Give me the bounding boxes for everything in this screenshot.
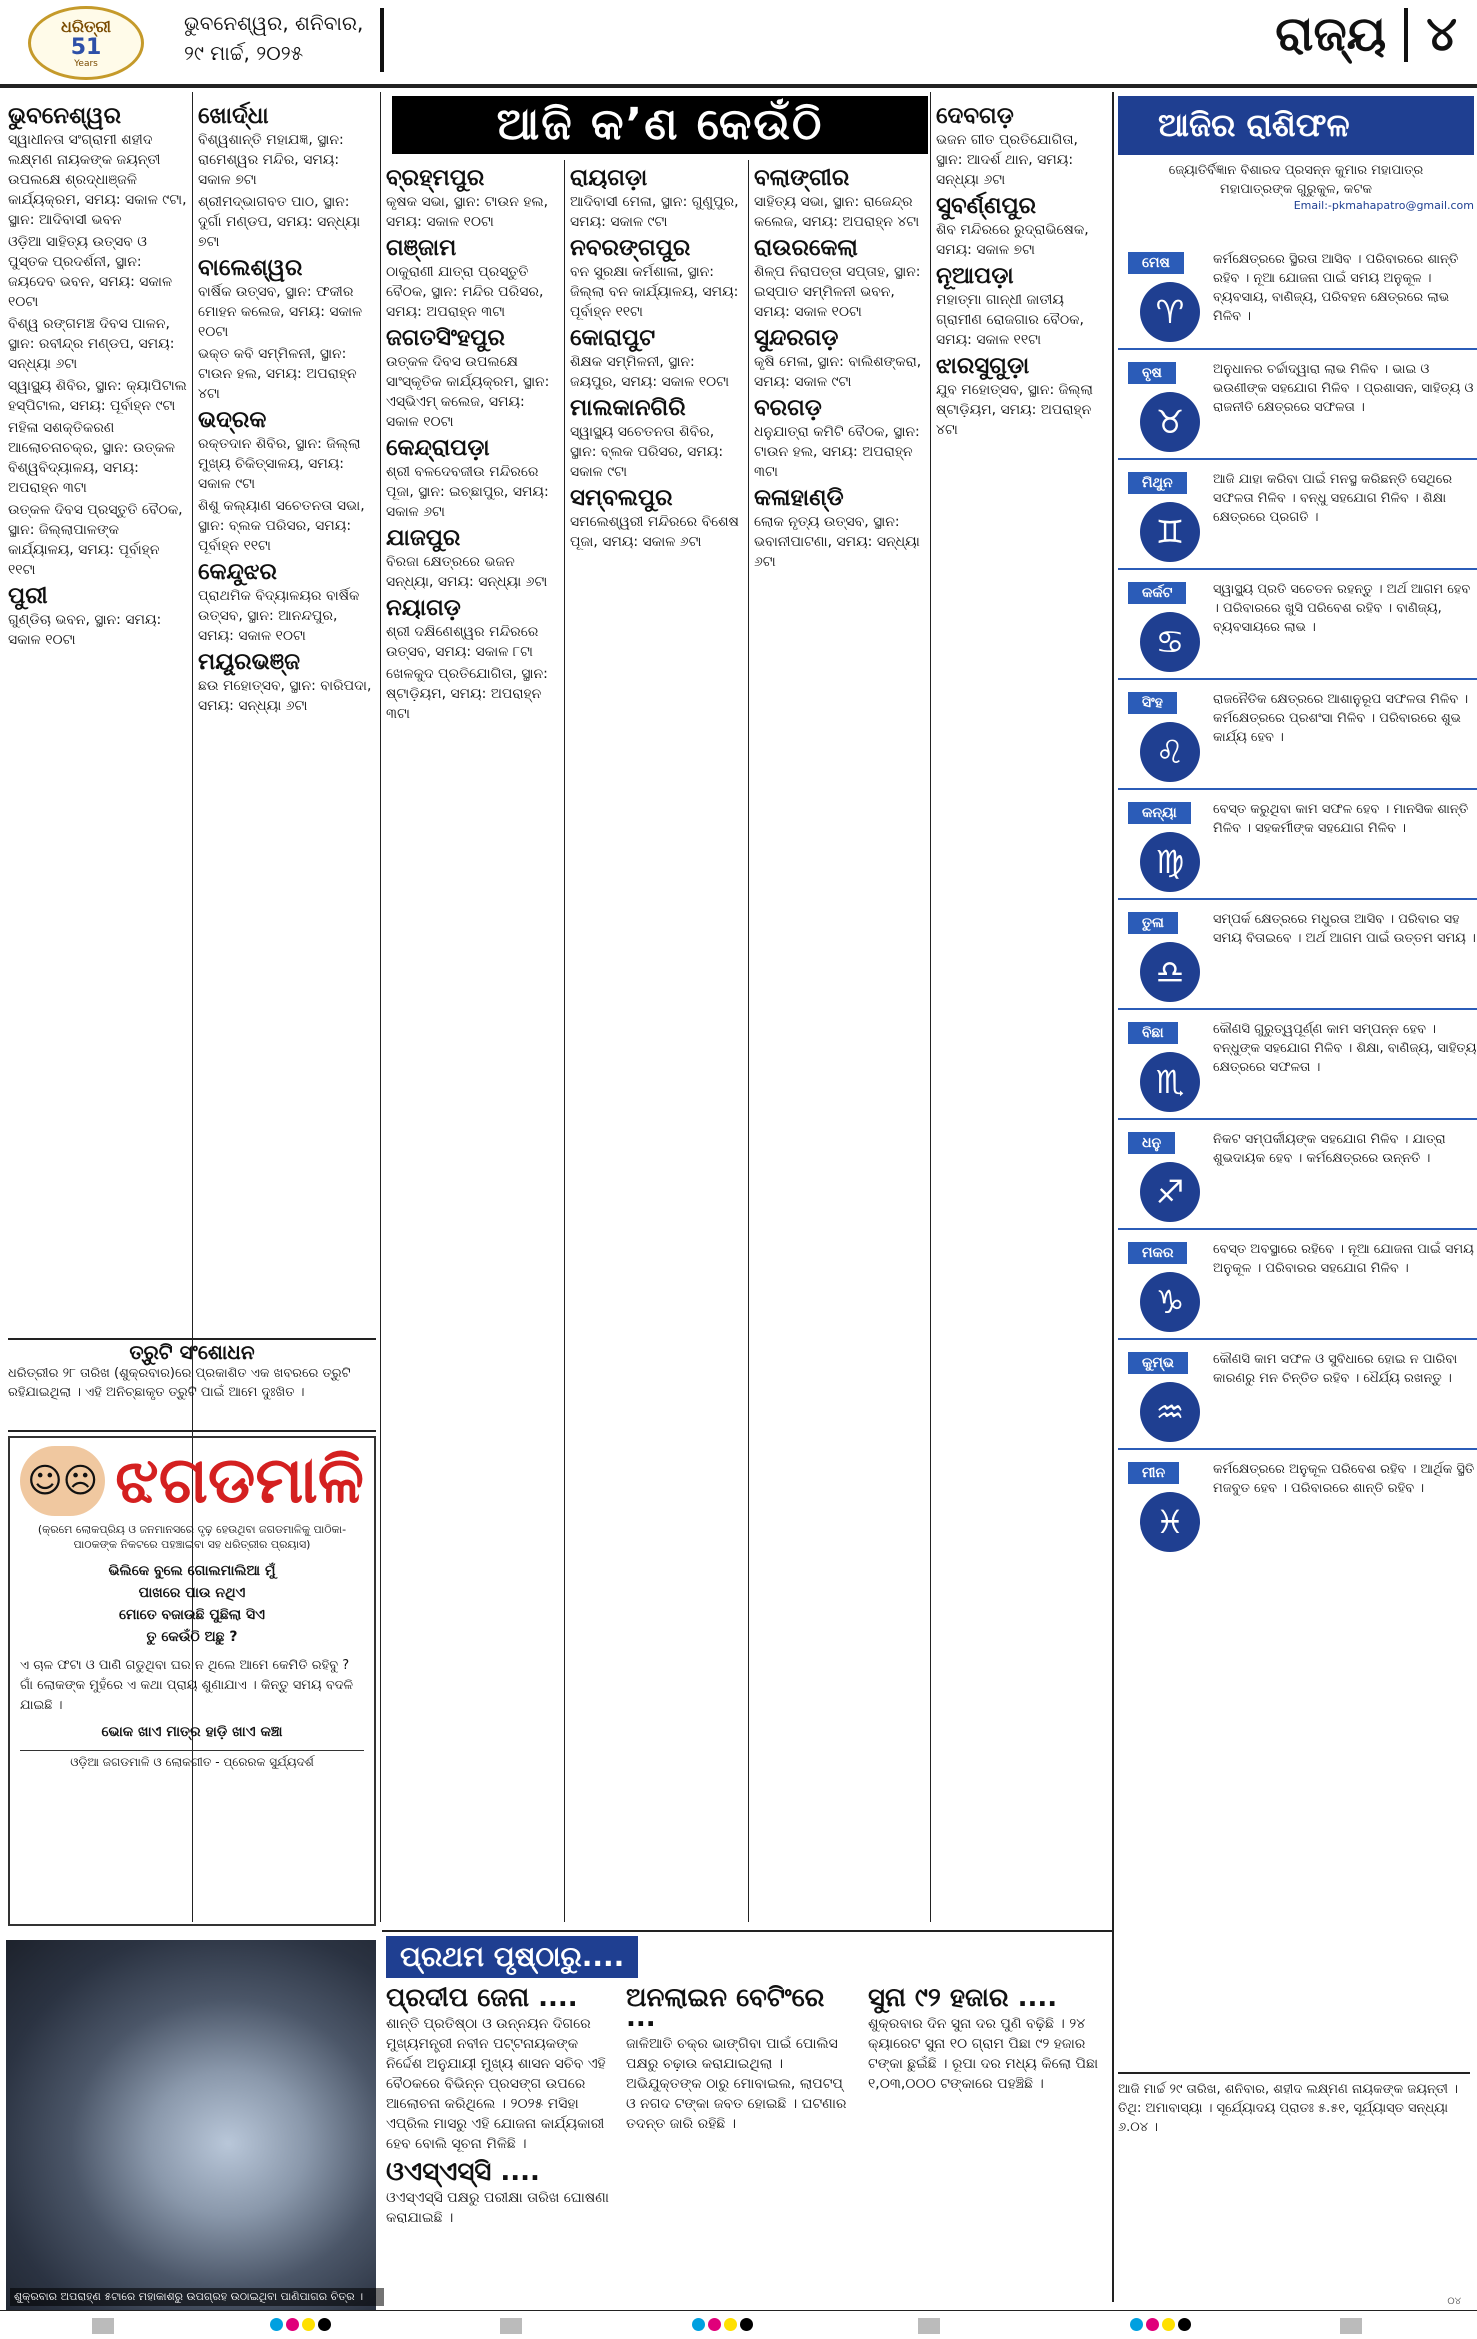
dateline xyxy=(184,8,363,68)
district-block xyxy=(386,525,560,592)
sign-text: ଆଜି ଯାହା କରିବା ପାଇଁ ମନସ୍ଥ କରିଛନ୍ତି ସେଥିରେ ସଫଳତା ମିଳିବ । ବନ୍ଧୁ ସହଯୋଗ ମିଳିବ । ଶିକ୍ଷା କ୍ଷେତ୍ରରେ ପ୍ରଗତି । xyxy=(1213,472,1453,525)
district-name: ସମ୍ବଲପୁର xyxy=(570,485,673,511)
district-name: ବାଲେଶ୍ୱର xyxy=(198,255,303,281)
sign-cancer xyxy=(1118,570,1477,680)
verse-line: ତୁ କେଉଁଠି ଅଛୁ ? xyxy=(146,1629,238,1645)
events-column-4 xyxy=(570,162,744,1922)
sign-label: ମୀନ xyxy=(1128,1462,1179,1484)
district-block xyxy=(936,103,1108,190)
scorpion-icon: ♏ xyxy=(1140,1052,1200,1112)
district-block xyxy=(386,435,560,522)
sign-text: ରାଜନୈତିକ କ୍ଷେତ୍ରରେ ଆଶାନୁରୂପ ସଫଳତା ମିଳିବ । କର୍ମକ୍ଷେତ୍ରରେ ପ୍ରଶଂସା ମିଳିବ । ପରିବାରରେ ଶୁଭ କାର୍ଯ୍ୟ ହେବ । xyxy=(1213,692,1469,745)
district-block xyxy=(198,559,376,646)
district-name: ନୂଆପଡ଼ା xyxy=(936,263,1014,289)
front-continuations xyxy=(386,1936,638,1978)
footer-rule xyxy=(0,2310,1477,2311)
maiden-icon: ♍ xyxy=(1140,832,1200,892)
article-text: ଓଏସ୍‌ଏସ୍‌ସି ପକ୍ଷରୁ ପରୀକ୍ଷା ତାରିଖ ଘୋଷଣା କରାଯାଇଛି । xyxy=(386,2190,609,2226)
water-bearer-icon: ♒ xyxy=(1140,1382,1200,1442)
district-name: ନୟାଗଡ଼ xyxy=(386,595,461,621)
district-block xyxy=(570,395,744,482)
district-block xyxy=(198,103,376,252)
sign-text: ସମ୍ପର୍କ କ୍ଷେତ୍ରରେ ମଧୁରତା ଆସିବ । ପରିବାର ସହ ସମୟ ବିତାଇବେ । ଅର୍ଥ ଆଗମ ପାଇଁ ଉତ୍ତମ ସମୟ । xyxy=(1213,912,1476,946)
cyan-dot xyxy=(1130,2318,1143,2331)
district-name: ଝାରସୁଗୁଡ଼ା xyxy=(936,353,1030,379)
astrologer-byline: ଜ୍ୟୋତିର୍ବିଜ୍ଞାନ ବିଶାରଦ ପ୍ରସନ୍ନ କୁମାର ମହାପାତ୍ର xyxy=(1168,163,1424,178)
district-block xyxy=(754,395,926,482)
district-block xyxy=(570,165,744,232)
banner-title: ଆଜି କ’ଣ କେଉଁଠି xyxy=(392,96,928,154)
event-item: ରକ୍ତଦାନ ଶିବିର, ସ୍ଥାନ: ଜିଲ୍ଲା ମୁଖ୍ୟ ଚିକିତ୍ସାଳୟ, ସମୟ: ସକାଳ ୯ଟା xyxy=(198,436,361,492)
front-column-2 xyxy=(626,1980,856,2310)
events-column-5 xyxy=(754,162,926,1922)
satellite-weather-image xyxy=(6,1940,376,2310)
event-item: ଯୁବ ମହୋତ୍ସବ, ସ୍ଥାନ: ଜିଲ୍ଲା ଷ୍ଟାଡ଼ିୟମ, ସମୟ: ଅପରାହ୍ନ ୪ଟା xyxy=(936,382,1093,438)
logo-years: 51 xyxy=(70,35,102,60)
district-name: ସୁବର୍ଣ୍ଣପୁର xyxy=(936,193,1037,219)
registration-mark xyxy=(92,2318,114,2334)
district-name: କୋରାପୁଟ xyxy=(570,325,656,351)
events-column-3 xyxy=(386,162,560,1922)
astrologer-place: ମହାପାତ୍ରଙ୍କ ଗୁରୁକୁଳ, କଟକ xyxy=(1220,182,1372,197)
registration-mark xyxy=(1340,2318,1362,2334)
district-block xyxy=(386,595,560,724)
article-title: ପ୍ରଦୀପ ଜେନା .... xyxy=(386,1983,578,2013)
goat-icon: ♑ xyxy=(1140,1272,1200,1332)
district-name: ମୟୂରଭଞ୍ଜ xyxy=(198,649,300,675)
horoscope-section xyxy=(1118,96,1474,212)
sign-label: ମିଥୁନ xyxy=(1128,472,1187,494)
jagamali-prose: ଏ ଚାଳ ଫଟା ଓ ପାଣି ଗଡୁଥିବା ଘର ନ ଥିଲେ ଆମେ କେମିତି ରହିବୁ ? ଗାଁ ଲୋକଙ୍କ ମୁହଁରେ ଏ କଥା ପ୍ରାୟ ଶୁଣାଯାଏ । କିନ୍ତୁ ସମୟ ବଦଳି ଯାଇଛି । xyxy=(20,1658,354,1713)
correction-title: ତ୍ରୁଟି ସଂଶୋଧନ xyxy=(129,1340,255,1364)
events-column-6 xyxy=(936,100,1108,1920)
article-title: ଅନଲାଇନ ବେଟିଂରେ ... xyxy=(626,1983,825,2033)
event-item: ଉତ୍କଳ ଦିବସ ଉପଲକ୍ଷେ ସାଂସ୍କୃତିକ କାର୍ଯ୍ୟକ୍ରମ, ସ୍ଥାନ: ଏସ୍‌ଭିଏମ୍ କଲେଜ, ସମୟ: ସକାଳ ୧୦ଟା xyxy=(386,354,550,430)
cyan-dot xyxy=(270,2318,283,2331)
event-item: ବାର୍ଷିକ ଉତ୍ସବ, ସ୍ଥାନ: ଫକୀର ମୋହନ କଲେଜ, ସମୟ: ସକାଳ ୧୦ଟା xyxy=(198,284,363,340)
district-block xyxy=(936,263,1108,350)
event-item: ବିରଜା କ୍ଷେତ୍ରରେ ଭଜନ ସନ୍ଧ୍ୟା, ସମୟ: ସନ୍ଧ୍ୟା ୬ଟା xyxy=(386,554,548,590)
event-item: ଲୋକ ନୃତ୍ୟ ଉତ୍ସବ, ସ୍ଥାନ: ଭବାନୀପାଟଣା, ସମୟ: ସନ୍ଧ୍ୟା ୬ଟା xyxy=(754,514,920,570)
jagamali-box xyxy=(8,1436,376,1926)
sign-label: କୁମ୍ଭ xyxy=(1128,1352,1188,1374)
district-name: ଯାଜପୁର xyxy=(386,525,461,551)
district-block xyxy=(8,583,188,650)
magenta-dot xyxy=(286,2318,299,2331)
sign-label: ମକର xyxy=(1128,1242,1187,1264)
masthead-divider xyxy=(380,8,384,72)
verse-line: ଭିଲିକେ ବୁଲେ ଗୋଲମାଲିଆ ମୁଁ xyxy=(108,1563,276,1579)
event-item: ଆଦିବାସୀ ମେଳା, ସ୍ଥାନ: ଗୁଣୁପୁର, ସମୟ: ସକାଳ ୯ଟା xyxy=(570,194,739,230)
dateline-place-day: ଭୁବନେଶ୍ୱର, ଶନିବାର, xyxy=(184,11,364,35)
district-block xyxy=(386,325,560,432)
front-section-title: ପ୍ରଥମ ପୃଷ୍ଠାରୁ.... xyxy=(386,1936,638,1978)
magenta-dot xyxy=(1146,2318,1159,2331)
sign-taurus xyxy=(1118,350,1477,460)
event-item: ଧନୁଯାତ୍ରା କମିଟି ବୈଠକ, ସ୍ଥାନ: ଟାଉନ ହଲ, ସମୟ: ଅପରାହ୍ନ ୩ଟା xyxy=(754,424,920,480)
front-column-3 xyxy=(868,1980,1108,2310)
section-name: ରାଜ୍ୟ xyxy=(1275,6,1387,62)
sign-gemini xyxy=(1118,460,1477,570)
district-name: ଦେବଗଡ଼ xyxy=(936,103,1014,129)
district-name: ବଲାଙ୍ଗୀର xyxy=(754,165,850,191)
district-name: କଳାହାଣ୍ଡି xyxy=(754,485,844,511)
district-block xyxy=(386,165,560,232)
crab-icon: ♋ xyxy=(1140,612,1200,672)
district-name: ସୁନ୍ଦରଗଡ଼ xyxy=(754,325,839,351)
sign-virgo xyxy=(1118,790,1477,900)
sign-libra xyxy=(1118,900,1477,1010)
events-column-1 xyxy=(8,100,188,1330)
black-dot xyxy=(740,2318,753,2331)
article-text: ଶୁକ୍ରବାର ଦିନ ସୁନା ଦର ପୁଣି ବଢ଼ିଛି । ୨୪ କ୍ୟାରେଟ ସୁନା ୧୦ ଗ୍ରାମ ପିଛା ୯୨ ହଜାର ଟଙ୍କା ଛୁଇଁଛି । ରୂପା ଦର ମଧ୍ୟ କିଲୋ ପିଛା ୧,୦୩,୦୦୦ ଟଙ୍କାରେ ପହଞ୍ଚିଛି । xyxy=(868,2016,1099,2092)
sign-label: ଧନୁ xyxy=(1128,1132,1175,1154)
cyan-dot xyxy=(692,2318,705,2331)
district-name: ରାଉରକେଲା xyxy=(754,235,858,261)
front-column-1 xyxy=(386,1980,614,2310)
event-item: ଠାକୁରାଣୀ ଯାତ୍ରା ପ୍ରସ୍ତୁତି ବୈଠକ, ସ୍ଥାନ: ମନ୍ଦିର ପରିସର, ସମୟ: ଅପରାହ୍ନ ୩ଟା xyxy=(386,264,544,320)
bull-icon: ♉ xyxy=(1140,392,1200,452)
district-block xyxy=(754,165,926,232)
black-dot xyxy=(318,2318,331,2331)
column-rule xyxy=(564,160,565,1922)
column-rule xyxy=(748,160,749,1922)
page-footer-number: ୦୪ xyxy=(1447,2296,1461,2307)
section-tag xyxy=(1275,6,1457,63)
event-item: ଭକ୍ତ କବି ସମ୍ମିଳନୀ, ସ୍ଥାନ: ଟାଉନ ହଲ, ସମୟ: ଅପରାହ୍ନ ୪ଟା xyxy=(198,346,357,402)
jagamali-proverb: ଭୋକ ଖାଏ ମାତ୍ର ହାଡ଼ି ଖାଏ କଞ୍ଚା xyxy=(101,1724,283,1740)
dateline-date: ୨୯ ମାର୍ଚ୍ଚ, ୨୦୨୫ xyxy=(184,41,304,65)
sign-text: ବେସ୍ତ ଅବସ୍ଥାରେ ରହିବେ । ନୂଆ ଯୋଜନା ପାଇଁ ସମୟ ଅନୁକୂଳ । ପରିବାରର ସହଯୋଗ ମିଳିବ । xyxy=(1213,1242,1474,1276)
district-name: ପୁରୀ xyxy=(8,583,48,609)
event-item: ଭଜନ ଗୀତ ପ୍ରତିଯୋଗିତା, ସ୍ଥାନ: ଆଦର୍ଶ ଥାନ, ସମୟ: ସନ୍ଧ୍ୟା ୬ଟା xyxy=(936,132,1078,188)
sign-text: କର୍ମକ୍ଷେତ୍ରରେ ଅନୁକୂଳ ପରିବେଶ ରହିବ । ଆର୍ଥିକ ସ୍ଥିତି ମଜବୁତ ହେବ । ପରିବାରରେ ଶାନ୍ତି ରହିବ । xyxy=(1213,1462,1475,1496)
district-name: ନବରଙ୍ଗପୁର xyxy=(570,235,691,261)
event-item: ଶିବ ମନ୍ଦିରରେ ରୁଦ୍ରାଭିଷେକ, ସମୟ: ସକାଳ ୭ଟା xyxy=(936,222,1089,258)
event-item: କୃଷି ମେଳା, ସ୍ଥାନ: ବାଲିଶଙ୍କରା, ସମୟ: ସକାଳ ୯ଟା xyxy=(754,354,922,390)
district-block xyxy=(754,235,926,322)
column-rule xyxy=(1112,92,1114,2302)
article-text: ଶାନ୍ତି ପ୍ରତିଷ୍ଠା ଓ ଉନ୍ନୟନ ଦିଗରେ ମୁଖ୍ୟମନ୍ତ୍ରୀ ନବୀନ ପଟ୍ଟନାୟକଙ୍କ ନିର୍ଦ୍ଦେଶ ଅନୁଯାୟୀ ମୁଖ୍ୟ ଶାସନ ସଚିବ ଏହି ବୈଠକରେ ବିଭିନ୍ନ ପ୍ରସଙ୍ଗ ଉପରେ ଆଲୋଚନା କରିଥିଲେ । ୨୦୨୫ ମସିହା ଏପ୍ରିଲ ମାସରୁ ଏହି ଯୋଜନା କାର୍ଯ୍ୟକାରୀ ହେବ ବୋଲି ସୂଚନା ମିଳିଛି । xyxy=(386,2016,606,2152)
district-name: ରାୟଗଡ଼ା xyxy=(570,165,648,191)
verse-line: ମୋତେ ବଜାଉଛି ପୁଛିଲା ସିଏ xyxy=(119,1607,265,1623)
district-block xyxy=(198,649,376,716)
yellow-dot xyxy=(724,2318,737,2331)
sign-text: ସ୍ୱାସ୍ଥ୍ୟ ପ୍ରତି ସଚେତନ ରହନ୍ତୁ । ଅର୍ଥ ଆଗମ ହେବ । ପରିବାରରେ ଖୁସି ପରିବେଶ ରହିବ । ବାଣିଜ୍ୟ, ବ୍ୟବସାୟରେ ଲାଭ । xyxy=(1213,582,1471,635)
page-number: ୪ xyxy=(1426,6,1457,62)
jagamali-title: ଝଗଡମାଳି xyxy=(115,1444,364,1518)
event-item: ଶିକ୍ଷକ ସମ୍ମିଳନୀ, ସ୍ଥାନ: ଜୟପୁର, ସମୟ: ସକାଳ ୧୦ଟା xyxy=(570,354,730,390)
district-name: ଭଦ୍ରକ xyxy=(198,407,267,433)
district-block xyxy=(754,325,926,392)
logo-name: ଧରିତ୍ରୀ xyxy=(61,17,111,36)
jagamali-subtitle: (କ୍ରମେ ଲୋକପ୍ରିୟ ଓ ଜନମାନସରେ ଦୃଢ଼ ହେଉଥିବା ଜଗଡମାଳିକୁ ପାଠିକା-ପାଠକଙ୍କ ନିକଟରେ ପହଞ୍ଚାଇବା ସହ ଧରିତ୍ରୀର ପ୍ରୟାସ) xyxy=(37,1523,347,1551)
sign-text: କୌଣସି କାମ ସଫଳ ଓ ସୁବିଧାରେ ହୋଇ ନ ପାରିବା କାରଣରୁ ମନ ଚିନ୍ତିତ ରହିବ । ଧୈର୍ଯ୍ୟ ରଖନ୍ତୁ । xyxy=(1213,1352,1458,1386)
newspaper-logo xyxy=(28,6,144,80)
scales-icon: ♎ xyxy=(1140,942,1200,1002)
sign-text: ଅନୁଧାନର ଚର୍ଚ୍ଚାଦ୍ୱାରା ଲାଭ ମିଳିବ । ଭାଇ ଓ ଭଉଣୀଙ୍କ ସହଯୋଗ ମିଳିବ । ପ୍ରଶାସନ, ସାହିତ୍ୟ ଓ ରାଜନୀତି କ୍ଷେତ୍ରରେ ସଫଳତା । xyxy=(1213,362,1474,415)
district-name: ବରଗଡ଼ xyxy=(754,395,822,421)
district-block xyxy=(198,255,376,404)
district-block xyxy=(570,235,744,322)
panji-box: ଆଜି ମାର୍ଚ୍ଚ ୨୯ ତାରିଖ, ଶନିବାର, ଶହୀଦ ଲକ୍ଷ୍ମଣ ନାୟକଙ୍କ ଜୟନ୍ତୀ । ତିଥି: ଅମାବାସ୍ୟା । ସୂର୍ଯ୍ୟୋଦୟ ପ୍ରାତଃ ୫.୫୧, ସୂର୍ଯ୍ୟାସ୍ତ ସନ୍ଧ୍ୟା ୬.୦୪ । xyxy=(1118,2072,1470,2137)
event-item: ବିଶ୍ୱ ରଙ୍ଗମଞ୍ଚ ଦିବସ ପାଳନ, ସ୍ଥାନ: ରବୀନ୍ଦ୍ର ମଣ୍ଡପ, ସମୟ: ସନ୍ଧ୍ୟା ୬ଟା xyxy=(8,316,175,372)
twins-icon: ♊ xyxy=(1140,502,1200,562)
article-title: ସୁନା ୯୨ ହଜାର .... xyxy=(868,1983,1058,2013)
district-name: ଜଗତସିଂହପୁର xyxy=(386,325,505,351)
event-item: ଶ୍ରୀ ବଳଦେବଜୀଉ ମନ୍ଦିରରେ ପୂଜା, ସ୍ଥାନ: ଇଚ୍ଛାପୁର, ସମୟ: ସକାଳ ୬ଟା xyxy=(386,464,549,520)
event-item: ସମଲେଶ୍ୱରୀ ମନ୍ଦିରରେ ବିଶେଷ ପୂଜା, ସମୟ: ସକାଳ ୬ଟା xyxy=(570,514,739,550)
event-item: ଖେଳକୁଦ ପ୍ରତିଯୋଗିତା, ସ୍ଥାନ: ଷ୍ଟାଡ଼ିୟମ, ସମୟ: ଅପରାହ୍ନ ୩ଟା xyxy=(386,666,548,722)
weather-caption: ଶୁକ୍ରବାର ଅପରାହ୍ଣ ୫ଟାରେ ମହାକାଶରୁ ଉପଗ୍ରହ ଉଠାଇଥିବା ପାଣିପାଗର ଚିତ୍ର । xyxy=(10,2288,384,2306)
event-item: ଗୁଣ୍ଡିଚା ଭବନ, ସ୍ଥାନ: ସମୟ: ସକାଳ ୧୦ଟା xyxy=(8,612,162,648)
sign-scorpio xyxy=(1118,1010,1477,1120)
sign-label: ସିଂହ xyxy=(1128,692,1177,714)
jagamali-credit: ଓଡ଼ିଆ ଜଗଡମାଳି ଓ ଲୋକଗୀତ - ପ୍ରେରକ ସୁର୍ଯ୍ୟଦର୍ଶ xyxy=(20,1750,364,1770)
district-block xyxy=(570,325,744,392)
sign-pisces xyxy=(1118,1450,1477,1560)
district-name: କେନ୍ଦ୍ରାପଡ଼ା xyxy=(386,435,490,461)
event-item: ସ୍ୱାସ୍ଥ୍ୟ ସଚେତନତା ଶିବିର, ସ୍ଥାନ: ବ୍ଲକ ପରିସର, ସମୟ: ସକାଳ ୯ଟା xyxy=(570,424,724,480)
yellow-dot xyxy=(1162,2318,1175,2331)
event-item: ବନ ସୁରକ୍ଷା କର୍ମଶାଳା, ସ୍ଥାନ: ଜିଲ୍ଲା ବନ କାର୍ଯ୍ୟାଳୟ, ସମୟ: ପୂର୍ବାହ୍ନ ୧୧ଟା xyxy=(570,264,739,320)
sign-label: କନ୍ୟା xyxy=(1128,802,1191,824)
district-name: ବ୍ରହ୍ମପୁର xyxy=(386,165,485,191)
district-name: ଭୁବନେଶ୍ୱର xyxy=(8,103,122,129)
magenta-dot xyxy=(708,2318,721,2331)
district-block xyxy=(8,103,188,580)
horoscope-list xyxy=(1118,240,1477,1560)
sign-label: କର୍କଟ xyxy=(1128,582,1186,604)
cmyk-marks xyxy=(270,2318,331,2331)
sign-text: କୌଣସି ଗୁରୁତ୍ୱପୂର୍ଣ୍ଣ କାମ ସମ୍ପନ୍ନ ହେବ । ବନ୍ଧୁଙ୍କ ସହଯୋଗ ମିଳିବ । ଶିକ୍ଷା, ବାଣିଜ୍ୟ, ସାହିତ୍ୟ କ୍ଷେତ୍ରରେ ସଫଳତା । xyxy=(1213,1022,1477,1075)
sign-label: ବୃଷ xyxy=(1128,362,1176,384)
district-block xyxy=(386,235,560,322)
registration-mark xyxy=(918,2318,940,2334)
sign-label: ତୁଳା xyxy=(1128,912,1178,934)
event-item: ଶିଳ୍ପ ନିରାପତ୍ତା ସପ୍ତାହ, ସ୍ଥାନ: ଇସ୍ପାତ ସମ୍ମିଳନୀ ଭବନ, ସମୟ: ସକାଳ ୧୦ଟା xyxy=(754,264,921,320)
district-name: ଗଞ୍ଜାମ xyxy=(386,235,457,261)
sign-leo xyxy=(1118,680,1477,790)
sign-aquarius xyxy=(1118,1340,1477,1450)
column-rule xyxy=(930,92,931,1922)
district-block xyxy=(198,407,376,556)
sign-aries xyxy=(1118,240,1477,350)
section-divider xyxy=(1404,8,1408,62)
astrologer-email: Email:-pkmahapatro@gmail.com xyxy=(1293,199,1474,212)
logo-years-label: Years xyxy=(74,59,98,69)
event-item: ପ୍ରାଥମିକ ବିଦ୍ୟାଳୟର ବାର୍ଷିକ ଉତ୍ସବ, ସ୍ଥାନ: ଆନନ୍ଦପୁର, ସମୟ: ସକାଳ ୧୦ଟା xyxy=(198,588,360,644)
horoscope-title: ଆଜିର ରାଶିଫଳ xyxy=(1118,96,1474,155)
event-item: ଉତ୍କଳ ଦିବସ ପ୍ରସ୍ତୁତି ବୈଠକ, ସ୍ଥାନ: ଜିଲ୍ଲାପାଳଙ୍କ କାର୍ଯ୍ୟାଳୟ, ସମୟ: ପୂର୍ବାହ୍ନ ୧୧ଟା xyxy=(8,502,183,578)
sign-text: କର୍ମକ୍ଷେତ୍ରରେ ସ୍ଥିରତା ଆସିବ । ପରିବାରରେ ଶାନ୍ତି ରହିବ । ନୂଆ ଯୋଜନା ପାଇଁ ସମୟ ଅନୁକୂଳ । ବ୍ୟବସାୟ, ବାଣିଜ୍ୟ, ପରିବହନ କ୍ଷେତ୍ରରେ ଲାଭ ମିଳିବ । xyxy=(1213,252,1459,324)
front-section-rule xyxy=(382,1930,1112,1932)
lion-icon: ♌ xyxy=(1140,722,1200,782)
event-item: ଶ୍ରୀମଦ୍ଭାଗବତ ପାଠ, ସ୍ଥାନ: ଦୁର୍ଗା ମଣ୍ଡପ, ସମୟ: ସନ୍ଧ୍ୟା ୭ଟା xyxy=(198,194,361,250)
archer-icon: ♐ xyxy=(1140,1162,1200,1222)
district-block xyxy=(570,485,744,552)
sign-sagittarius xyxy=(1118,1120,1477,1230)
event-item: କୃଷକ ସଭା, ସ୍ଥାନ: ଟାଉନ ହଲ, ସମୟ: ସକାଳ ୧୦ଟା xyxy=(386,194,549,230)
masthead-rule xyxy=(0,84,1477,88)
correction-box xyxy=(8,1338,376,1432)
cmyk-marks xyxy=(1130,2318,1191,2331)
event-item: ଶ୍ରୀ ଦକ୍ଷିଣେଶ୍ୱର ମନ୍ଦିରରେ ଉତ୍ସବ, ସମୟ: ସକାଳ ୮ଟା xyxy=(386,624,539,660)
fish-icon: ♓ xyxy=(1140,1492,1200,1552)
event-item: ମହାତ୍ମା ଗାନ୍ଧୀ ଜାତୀୟ ଗ୍ରାମୀଣ ରୋଜଗାର ବୈଠକ, ସମୟ: ସକାଳ ୧୧ଟା xyxy=(936,292,1084,348)
event-item: ସାହିତ୍ୟ ସଭା, ସ୍ଥାନ: ରାଜେନ୍ଦ୍ର କଲେଜ, ସମୟ: ଅପରାହ୍ନ ୪ଟା xyxy=(754,194,920,230)
district-block xyxy=(936,193,1108,260)
event-item: ସ୍ୱାଧୀନତା ସଂଗ୍ରାମୀ ଶହୀଦ ଲକ୍ଷ୍ମଣ ନାୟକଙ୍କ ଜୟନ୍ତୀ ଉପଲକ୍ଷେ ଶ୍ରଦ୍ଧାଞ୍ଜଳି କାର୍ଯ୍ୟକ୍ରମ, ସମୟ: ସକାଳ ୯ଟା, ସ୍ଥାନ: ଆଦିବାସୀ ଭବନ xyxy=(8,132,187,228)
article-text: ଜାଳିଆତି ଚକ୍ର ଭାଙ୍ଗିବା ପାଇଁ ପୋଲିସ ପକ୍ଷରୁ ଚଢ଼ାଉ କରାଯାଇଥିଲା । ଅଭିଯୁକ୍ତଙ୍କ ଠାରୁ ମୋବାଇଲ, ଲାପଟପ୍ ଓ ନଗଦ ଟଙ୍କା ଜବତ ହୋଇଛି । ଘଟଣାର ତଦନ୍ତ ଜାରି ରହିଛି । xyxy=(626,2036,847,2132)
district-name: କେନ୍ଦୁଝର xyxy=(198,559,277,585)
district-block xyxy=(936,353,1108,440)
sign-capricorn xyxy=(1118,1230,1477,1340)
yellow-dot xyxy=(302,2318,315,2331)
column-rule xyxy=(380,92,381,1922)
sign-label: ବିଛା xyxy=(1128,1022,1178,1044)
events-column-2 xyxy=(198,100,376,1330)
sign-text: ନିକଟ ସମ୍ପର୍କୀୟଙ୍କ ସହଯୋଗ ମିଳିବ । ଯାତ୍ରା ଶୁଭଦାୟକ ହେବ । କର୍ମକ୍ଷେତ୍ରରେ ଉନ୍ନତି । xyxy=(1213,1132,1446,1166)
verse-line: ପାଖରେ ପାଉ ନଥିଏ xyxy=(138,1585,246,1601)
jagamali-verse xyxy=(20,1560,364,1648)
event-item: ଓଡ଼ିଆ ସାହିତ୍ୟ ଉତ୍ସବ ଓ ପୁସ୍ତକ ପ୍ରଦର୍ଶନୀ, ସ୍ଥାନ: ଜୟଦେବ ଭବନ, ସମୟ: ସକାଳ ୧୦ଟା xyxy=(8,234,173,310)
event-item: ଶିଶୁ କଲ୍ୟାଣ ସଚେତନତା ସଭା, ସ୍ଥାନ: ବ୍ଲକ ପରିସର, ସମୟ: ପୂର୍ବାହ୍ନ ୧୧ଟା xyxy=(198,498,365,554)
event-item: ଛଉ ମହୋତ୍ସବ, ସ୍ଥାନ: ବାରିପଦା, ସମୟ: ସନ୍ଧ୍ୟା ୬ଟା xyxy=(198,678,372,714)
district-block xyxy=(754,485,926,572)
cmyk-marks xyxy=(692,2318,753,2331)
article-title: ଓଏସ୍‌ଏସ୍‌ସି .... xyxy=(386,2157,540,2187)
correction-text: ଧରିତ୍ରୀର ୨୮ ତାରିଖ (ଶୁକ୍ରବାର)ରେ ପ୍ରକାଶିତ ଏକ ଖବରରେ ତ୍ରୁଟି ରହିଯାଇଥିଲା । ଏହି ଅନିଚ୍ଛାକୃତ ତ୍ରୁଟି ପାଇଁ ଆମେ ଦୁଃଖିତ । xyxy=(8,1366,351,1400)
black-dot xyxy=(1178,2318,1191,2331)
district-name: ଖୋର୍ଦ୍ଧା xyxy=(198,103,269,129)
cartoon-faces-icon: ☺☹ xyxy=(20,1446,105,1516)
event-item: ବିଶ୍ୱଶାନ୍ତି ମହାଯଜ୍ଞ, ସ୍ଥାନ: ରାମେଶ୍ୱର ମନ୍ଦିର, ସମୟ: ସକାଳ ୭ଟା xyxy=(198,132,344,188)
registration-mark xyxy=(500,2318,522,2334)
event-item: ସ୍ୱାସ୍ଥ୍ୟ ଶିବିର, ସ୍ଥାନ: କ୍ୟାପିଟାଲ ହସ୍ପିଟାଲ, ସମୟ: ପୂର୍ବାହ୍ନ ୯ଟା xyxy=(8,378,187,414)
district-name: ମାଲକାନଗିରି xyxy=(570,395,686,421)
sign-text: ବେସ୍ତ କରୁଥିବା କାମ ସଫଳ ହେବ । ମାନସିକ ଶାନ୍ତି ମିଳିବ । ସହକର୍ମୀଙ୍କ ସହଯୋଗ ମିଳିବ । xyxy=(1213,802,1469,836)
sign-label: ମେଷ xyxy=(1128,252,1184,274)
ram-icon: ♈ xyxy=(1140,282,1200,342)
event-item: ମହିଳା ସଶକ୍ତିକରଣ ଆଲୋଚନାଚକ୍ର, ସ୍ଥାନ: ଉତ୍କଳ ବିଶ୍ୱବିଦ୍ୟାଳୟ, ସମୟ: ଅପରାହ୍ନ ୩ଟା xyxy=(8,420,176,496)
